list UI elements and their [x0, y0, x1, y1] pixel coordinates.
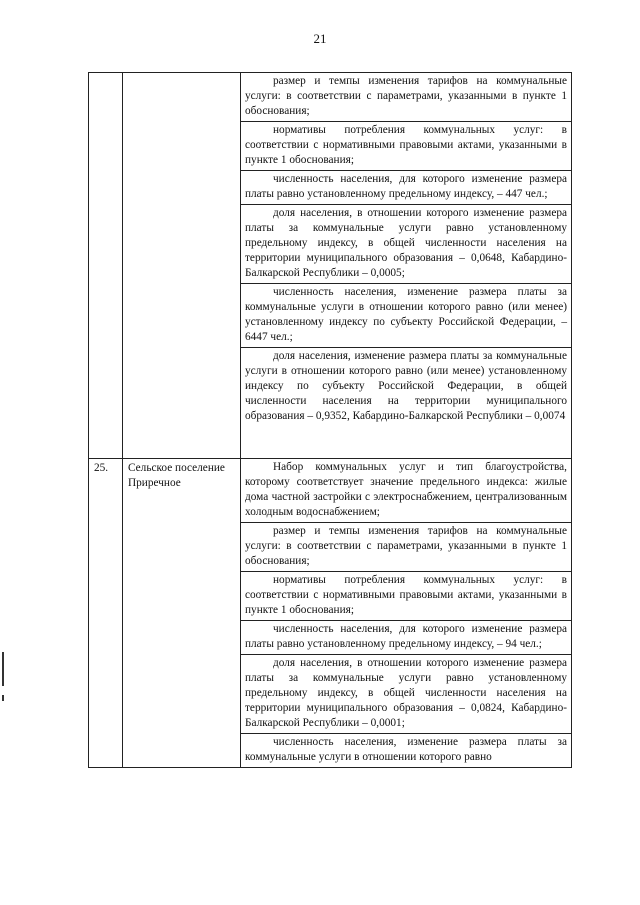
scan-margin-mark — [2, 695, 4, 701]
description-paragraph: Набор коммунальных услуг и тип благоустройства, которому соответствует значение предельного индекса: жилые дома частной застройки с электроснабжением, централизованным холодным водоснабжением; — [241, 459, 571, 523]
settlement-name: Сельское поселение Приречное — [123, 459, 241, 768]
description-paragraph: размер и темпы изменения тарифов на коммунальные услуги: в соответствии с параметрами, указанными в пункте 1 обоснования; — [241, 523, 571, 572]
description-paragraph: нормативы потребления коммунальных услуг: в соответствии с нормативными правовыми актами, указанными в пункте 1 обоснования; — [241, 572, 571, 621]
row-description — [241, 73, 572, 459]
page-number: 21 — [313, 31, 327, 46]
settlement-name — [123, 73, 241, 459]
table-row — [89, 73, 572, 459]
row-number: 25. — [89, 459, 123, 768]
description-paragraph: нормативы потребления коммунальных услуг: в соответствии с нормативными правовыми актами, указанными в пункте 1 обоснования; — [241, 122, 571, 171]
description-paragraph: доля населения, в отношении которого изменение размера платы за коммунальные услуги равно установленному предельному индексу, в общей численности населения на территории муниципального образования – 0,0648, Кабардино-Балкарской Республики – 0,0005; — [241, 205, 571, 284]
description-paragraph: численность населения, для которого изменение размера платы равно установленному предельному индексу, – 447 чел.; — [241, 171, 571, 205]
row-description — [241, 459, 572, 768]
description-paragraph: численность населения, изменение размера платы за коммунальные услуги в отношении которого равно — [245, 736, 567, 763]
description-paragraph: численность населения, для которого изменение размера платы равно установленному предельному индексу, – 94 чел.; — [241, 621, 571, 655]
row-number — [89, 73, 123, 459]
table-row — [89, 459, 572, 768]
municipal-indices-table — [88, 72, 572, 768]
description-paragraph: численность населения, изменение размера платы за коммунальные услуги в отношении которого равно (или менее) установленному индексу по субъекту Российской Федерации, – 6447 чел.; — [241, 284, 571, 348]
description-paragraph: доля населения, в отношении которого изменение размера платы за коммунальные услуги равно установленному предельному индексу, в общей численности населения на территории муниципального образования – 0,0824, Кабардино-Балкарской Республики – 0,0001; — [241, 655, 571, 734]
description-paragraph: доля населения, изменение размера платы за коммунальные услуги в отношении которого равно (или менее) установленному индексу по субъекту Российской Федерации, в общей численности населения на территории муниципального образования – 0,9352, Кабардино-Балкарской Республики – 0,0074 — [245, 350, 567, 422]
scan-margin-mark — [2, 652, 4, 686]
description-paragraph: размер и темпы изменения тарифов на коммунальные услуги: в соответствии с параметрами, указанными в пункте 1 обоснования; — [241, 73, 571, 122]
